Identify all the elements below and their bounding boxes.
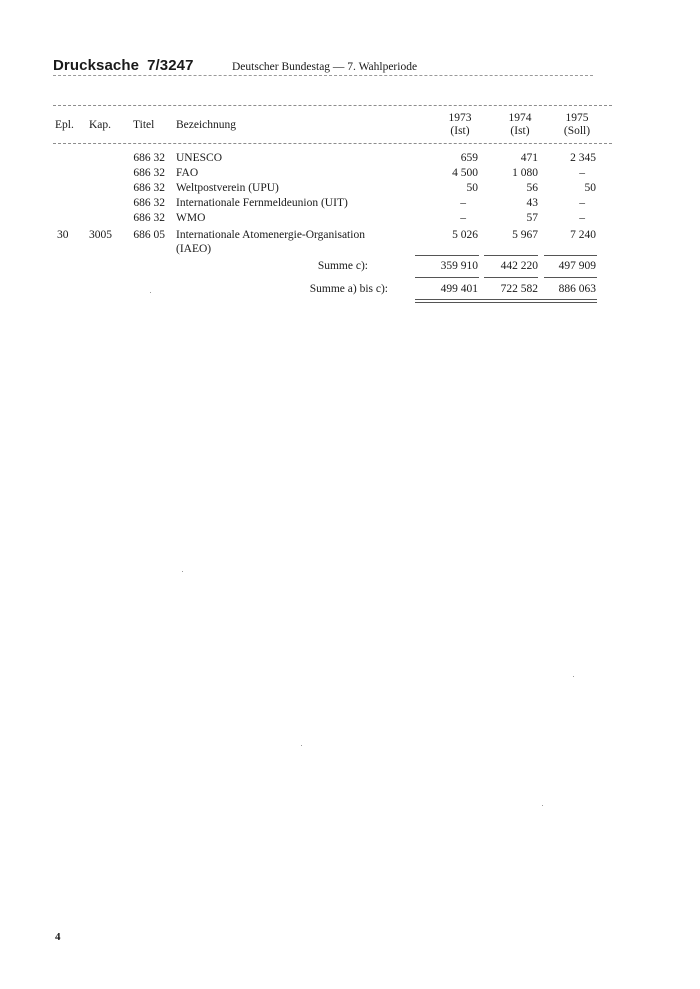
sum-line <box>415 277 479 278</box>
col-header-1975-year: 1975 <box>565 112 589 124</box>
row-bezeichnung: WMO <box>176 212 206 224</box>
sum-line <box>544 255 597 256</box>
sum-label: Summe a) bis c): <box>309 283 388 295</box>
row-value-1975: 2 345 <box>570 152 596 164</box>
row-bezeichnung-cont: (IAEO) <box>176 243 212 255</box>
row-value-1975: – <box>579 167 585 179</box>
row-bezeichnung: Internationale Fernmeldeunion (UIT) <box>176 197 348 209</box>
scan-speck <box>542 805 543 806</box>
row-bezeichnung: FAO <box>176 167 199 179</box>
row-bezeichnung: UNESCO <box>176 152 223 164</box>
row-kap: 3005 <box>89 229 112 241</box>
double-rule <box>415 302 597 303</box>
row-value-1975: 50 <box>584 182 596 194</box>
scan-speck <box>182 571 183 572</box>
sum-value-1975: 886 063 <box>558 283 596 295</box>
header-rule <box>53 75 593 76</box>
row-value-1975: – <box>579 212 585 224</box>
col-header-titel: Titel <box>133 119 155 131</box>
col-header-kap: Kap. <box>89 119 112 131</box>
col-header-1973-year: 1973 <box>448 112 472 124</box>
header-subtitle: Deutscher Bundestag — 7. Wahlperiode <box>232 61 418 73</box>
col-header-epl: Epl. <box>55 119 74 131</box>
col-header-bezeichnung: Bezeichnung <box>176 119 237 131</box>
document-label <box>53 57 194 74</box>
row-value-1974: 57 <box>526 212 538 224</box>
row-titel: 686 32 <box>133 212 165 224</box>
row-value-1973: – <box>460 212 466 224</box>
col-header-1974-year: 1974 <box>508 112 532 124</box>
sum-value-1975: 497 909 <box>558 260 596 272</box>
scan-speck <box>301 745 302 746</box>
table-top-rule <box>53 105 612 106</box>
row-value-1974: 1 080 <box>512 167 538 179</box>
row-value-1974: 56 <box>526 182 538 194</box>
sum-value-1973: 499 401 <box>440 283 478 295</box>
row-value-1973: – <box>460 197 466 209</box>
row-epl: 30 <box>57 229 69 241</box>
row-bezeichnung: Weltpostverein (UPU) <box>176 182 279 194</box>
row-value-1973: 5 026 <box>452 229 478 241</box>
col-header-1975-sub: (Soll) <box>563 125 591 137</box>
sum-value-1973: 359 910 <box>440 260 478 272</box>
sum-line <box>484 277 538 278</box>
row-titel: 686 32 <box>133 182 165 194</box>
doc-type: Drucksache <box>53 57 140 74</box>
doc-number: 7/3247 <box>147 57 194 74</box>
row-value-1974: 43 <box>526 197 538 209</box>
row-value-1973: 659 <box>460 152 478 164</box>
sum-label: Summe c): <box>317 260 368 272</box>
table-header-rule <box>53 143 612 144</box>
row-titel: 686 05 <box>133 229 165 241</box>
scan-speck <box>150 292 151 293</box>
sum-value-1974: 442 220 <box>500 260 538 272</box>
double-rule <box>415 299 597 300</box>
row-value-1975: 7 240 <box>570 229 596 241</box>
scan-speck <box>573 676 574 677</box>
row-titel: 686 32 <box>133 167 165 179</box>
row-value-1974: 471 <box>520 152 538 164</box>
col-header-1973-sub: (Ist) <box>450 125 470 137</box>
sum-line <box>484 255 538 256</box>
sum-line <box>544 277 597 278</box>
row-titel: 686 32 <box>133 152 165 164</box>
row-value-1973: 4 500 <box>452 167 478 179</box>
row-value-1975: – <box>579 197 585 209</box>
col-header-1974-sub: (Ist) <box>510 125 530 137</box>
row-value-1973: 50 <box>466 182 478 194</box>
row-bezeichnung: Internationale Atomenergie-Organisation <box>176 229 365 241</box>
sum-value-1974: 722 582 <box>500 283 538 295</box>
row-value-1974: 5 967 <box>512 229 538 241</box>
row-titel: 686 32 <box>133 197 165 209</box>
sum-line <box>415 255 479 256</box>
page-number: 4 <box>55 931 61 943</box>
